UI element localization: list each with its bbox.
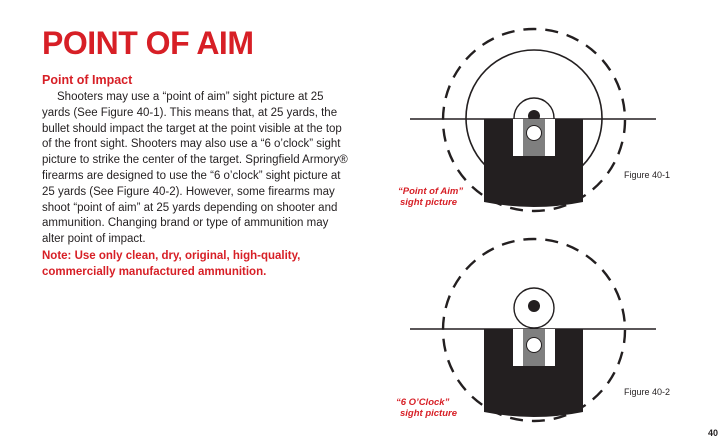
section-subheading: Point of Impact: [42, 73, 133, 87]
figure-40-1-label: Figure 40-1: [624, 170, 671, 180]
body-paragraph: Shooters may use a “point of aim” sight picture at 25 yards (See Figure 40-1). This means that, at 25 yards, the bullet should impact the target at the point visible at the top of the front sight. Shooters may also use a “6 o’clock” sight picture to strike the center of the target. Springfield Armory® firearms are designed to use the “6 o’clock” sight picture at 25 yards (See Figure 40-2). However, some firearms may shoot “point of aim” at 25 yards depending on shooter and ammunition. Changing brand or type of ammunition may alter point of impact.: [42, 91, 348, 246]
note-text: Use only clean, dry, original, high-quality, commercially manufactured ammunition.: [42, 250, 301, 278]
figure-40-1-diagram: [410, 29, 656, 211]
caption-line: “Point of Aim”: [398, 186, 464, 197]
figure-40-2-diagram: [410, 239, 656, 421]
caption-line: “6 O’Clock”: [396, 397, 450, 408]
page-title: POINT OF AIM: [42, 25, 254, 61]
caption-line: sight picture: [400, 408, 458, 419]
figure-40-1-caption: [398, 186, 463, 208]
figure-40-2-caption: [396, 397, 457, 419]
page-number: 40: [707, 428, 718, 438]
figure-40-2-label: Figure 40-2: [624, 387, 671, 397]
front-sight-dot: [527, 338, 542, 353]
note-prefix: Note:: [42, 250, 72, 262]
bullseye-dot: [528, 300, 540, 312]
front-sight-dot: [527, 126, 542, 141]
caption-line: sight picture: [400, 197, 458, 208]
